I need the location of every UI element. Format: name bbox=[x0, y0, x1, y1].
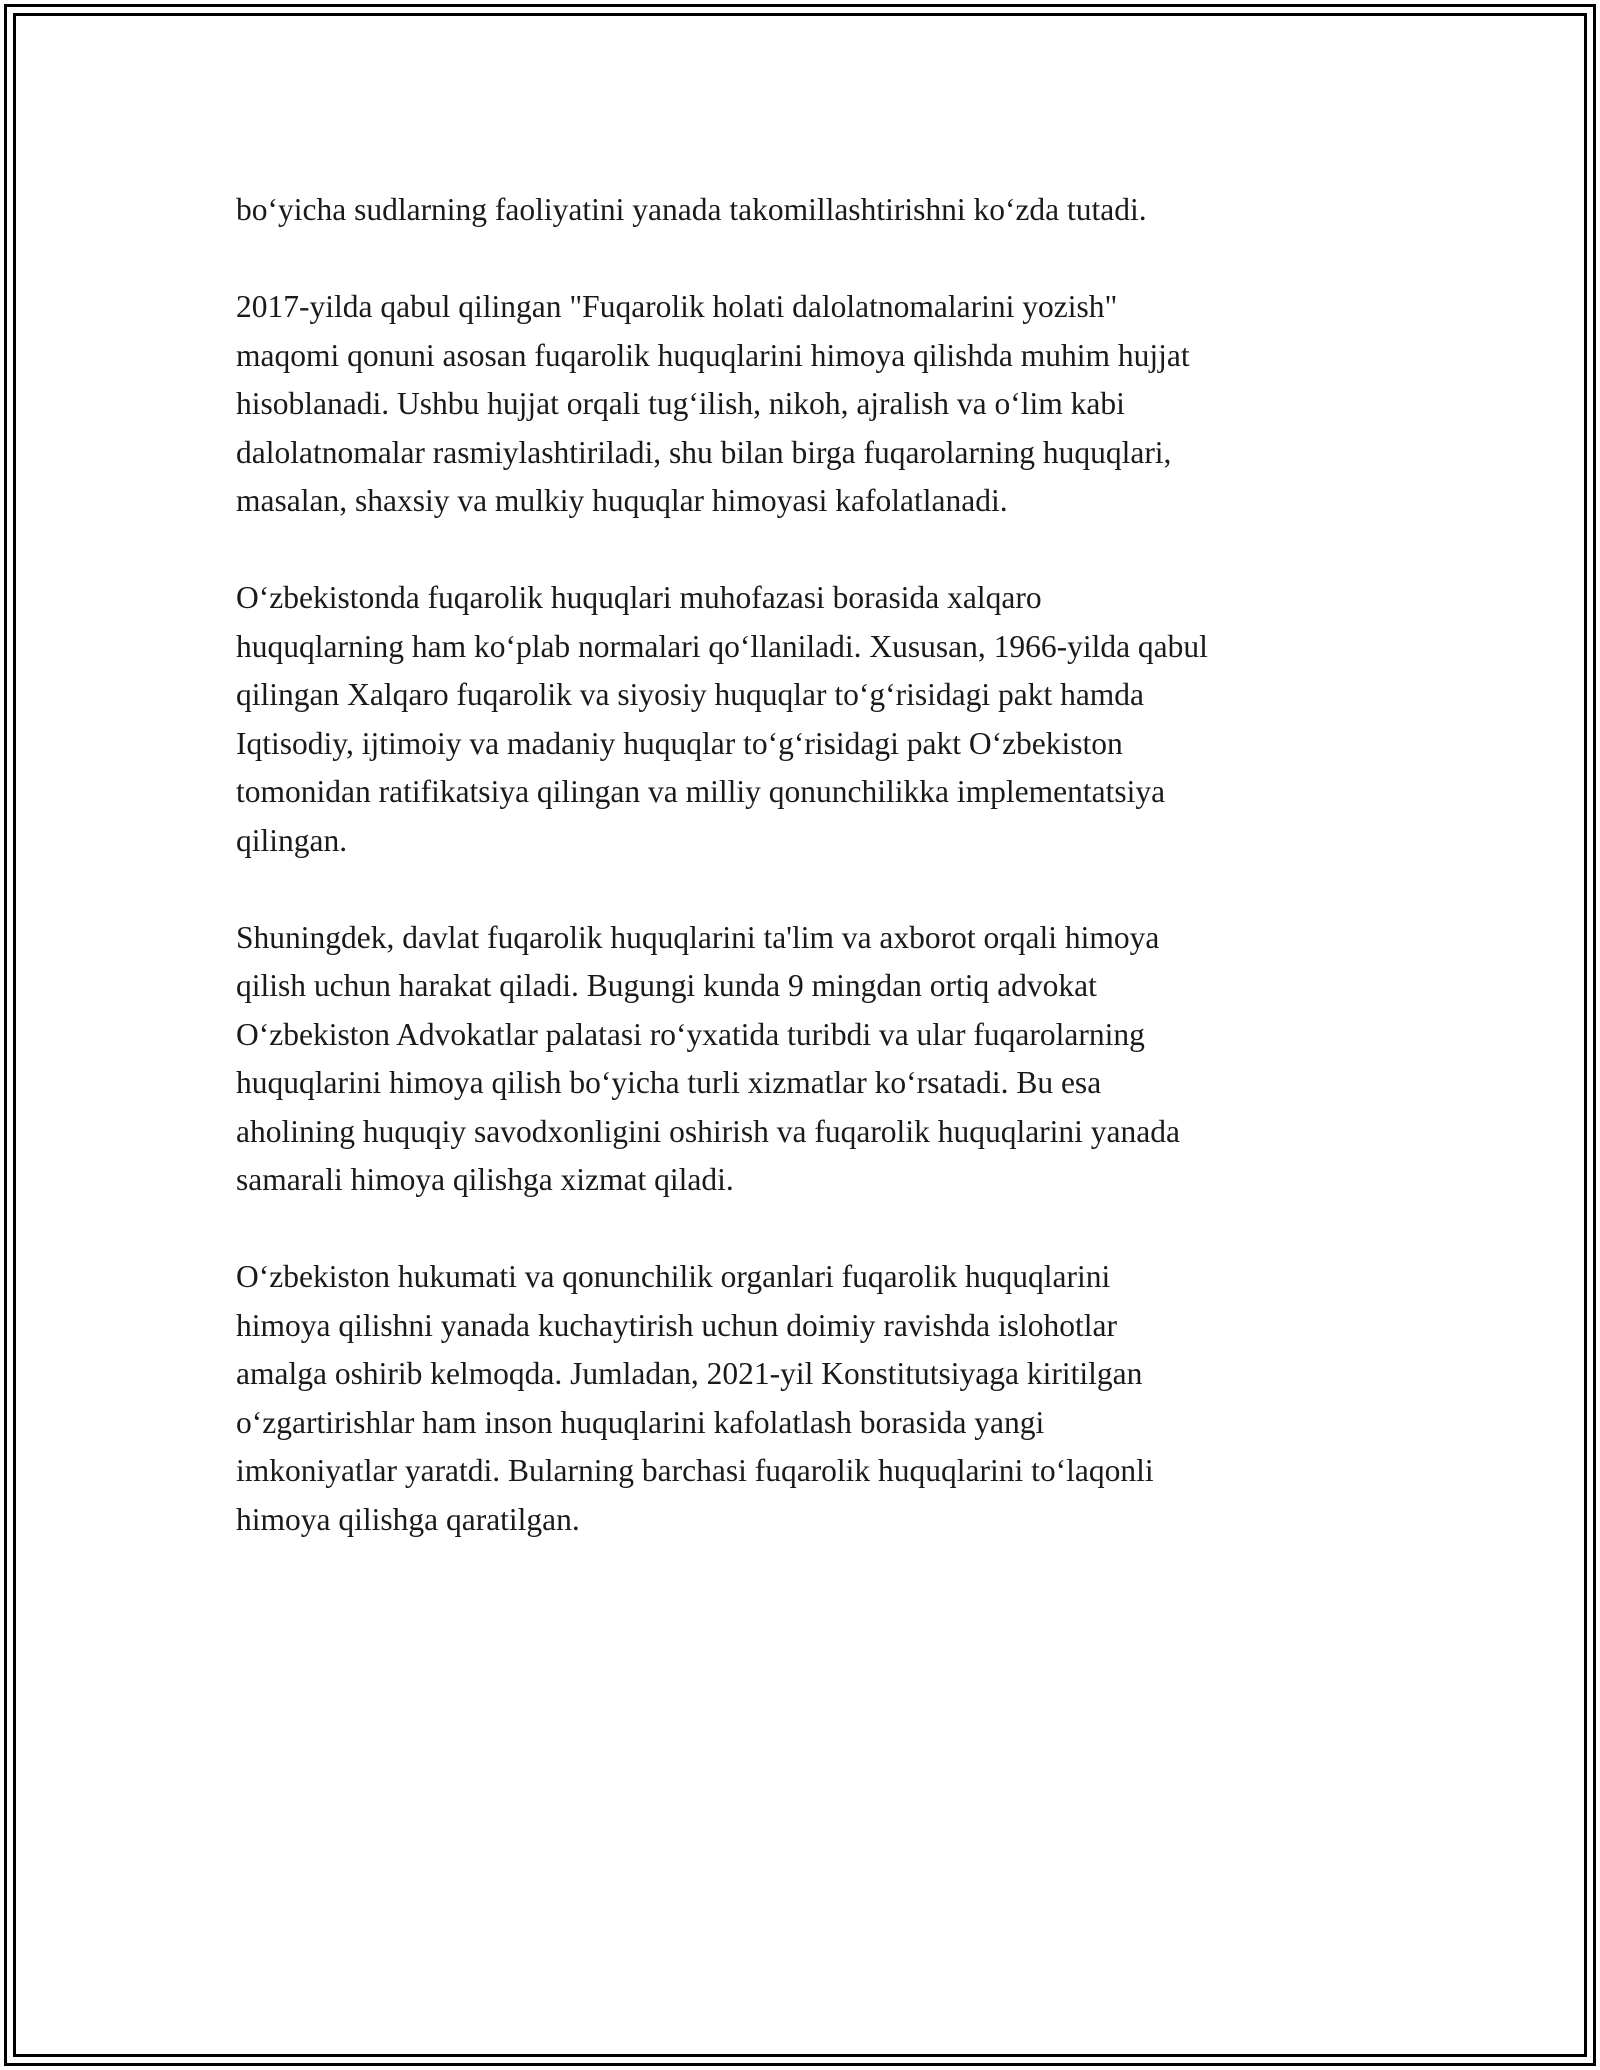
text-line: Shuningdek, davlat fuqarolik huquqlarini ta'lim va axborot orqali himoya bbox=[236, 919, 1160, 955]
text-line: tomonidan ratifikatsiya qilingan va milliy qonunchilikka implementatsiya bbox=[236, 774, 1166, 809]
text-line: O‘zbekistonda fuqarolik huquqlari muhofazasi borasida xalqaro bbox=[236, 580, 1042, 615]
text-line: qilingan. bbox=[236, 822, 348, 858]
text-line: samarali himoya qilishga xizmat qiladi. bbox=[236, 1162, 734, 1197]
text-line: huquqlarini himoya qilish bo‘yicha turli xizmatlar ko‘rsatadi. Bu esa bbox=[236, 1065, 1102, 1100]
paragraph-4 bbox=[236, 914, 1386, 1205]
text-line: bo‘yicha sudlarning faoliyatini yanada takomillashtirishni ko‘zda tutadi. bbox=[236, 192, 1147, 227]
text-line: maqomi qonuni asosan fuqarolik huquqlarini himoya qilishda muhim hujjat bbox=[236, 337, 1190, 373]
paragraph-3 bbox=[236, 574, 1386, 865]
paragraph-2 bbox=[236, 283, 1386, 526]
text-line: huquqlarning ham ko‘plab normalari qo‘llaniladi. Xususan, 1966-yilda qabul bbox=[236, 628, 1208, 664]
text-line: O‘zbekiston hukumati va qonunchilik organlari fuqarolik huquqlarini bbox=[236, 1259, 1111, 1294]
text-line: imkoniyatlar yaratdi. Bularning barchasi fuqarolik huquqlarini to‘laqonli bbox=[236, 1453, 1154, 1488]
text-line: qilish uchun harakat qiladi. Bugungi kunda 9 mingdan ortiq advokat bbox=[236, 968, 1097, 1003]
text-line: 2017-yilda qabul qilingan "Fuqarolik holati dalolatnomalarini yozish" bbox=[236, 289, 1118, 324]
text-line: aholining huquqiy savodxonligini oshirish va fuqarolik huquqlarini yanada bbox=[236, 1113, 1180, 1149]
text-line: himoya qilishga qaratilgan. bbox=[236, 1501, 580, 1537]
text-line: masalan, shaxsiy va mulkiy huquqlar himoyasi kafolatlanadi. bbox=[236, 483, 1008, 518]
text-line: himoya qilishni yanada kuchaytirish uchun doimiy ravishda islohotlar bbox=[236, 1307, 1117, 1343]
paragraph-1 bbox=[236, 186, 1386, 235]
paragraph-5 bbox=[236, 1253, 1386, 1544]
text-line: O‘zbekiston Advokatlar palatasi ro‘yxatida turibdi va ular fuqarolarning bbox=[236, 1016, 1145, 1052]
text-line: o‘zgartirishlar ham inson huquqlarini kafolatlash borasida yangi bbox=[236, 1404, 1045, 1440]
text-line: amalga oshirib kelmoqda. Jumladan, 2021-yil Konstitutsiyaga kiritilgan bbox=[236, 1356, 1143, 1391]
text-line: hisoblanadi. Ushbu hujjat orqali tug‘ilish, nikoh, ajralish va o‘lim kabi bbox=[236, 386, 1125, 421]
text-line: Iqtisodiy, ijtimoiy va madaniy huquqlar to‘g‘risidagi pakt O‘zbekiston bbox=[236, 725, 1123, 761]
text-line: dalolatnomalar rasmiylashtiriladi, shu bilan birga fuqarolarning huquqlari, bbox=[236, 434, 1172, 470]
document-body bbox=[236, 186, 1386, 1544]
text-line: qilingan Xalqaro fuqarolik va siyosiy huquqlar to‘g‘risidagi pakt hamda bbox=[236, 677, 1145, 712]
